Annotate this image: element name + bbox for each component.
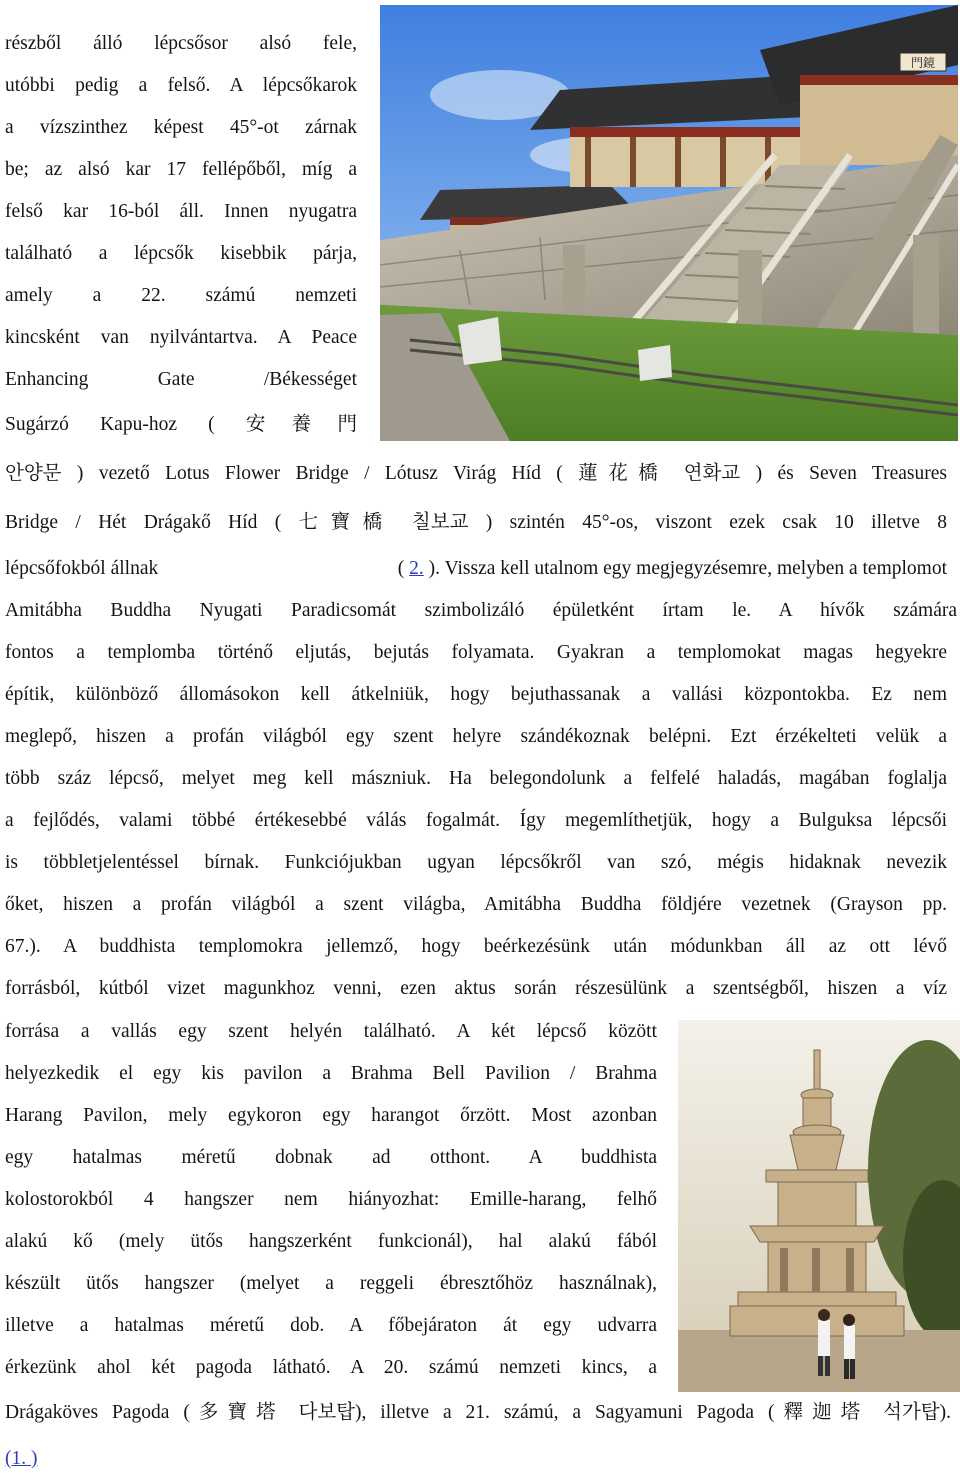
text-line-21: őket, hiszen a profán világból a szent világba, Amitábha Buddha földjére vezetnek (Grayson pp. — [5, 894, 947, 915]
text-line-29: alakú kő (mely ütős hangszerként funkcionál), hal alakú fából — [5, 1231, 657, 1252]
text-line-7: amely a 22. számú nemzeti — [5, 285, 357, 306]
text-line-23: forrásból, kútból vizet magunkhoz venni, ezen aktus során részesülünk a szentségből, hiszen a víz — [5, 978, 947, 999]
text-line-33: Drágaköves Pagoda (多寶塔 다보탑), illetve a 21. számú, a Sagyamuni Pagoda (釋迦塔 석가탑). — [5, 1402, 951, 1423]
text-line-30: készült ütős hangszer (melyet a reggeli ébresztőhöz használnak), — [5, 1273, 657, 1294]
text-line-9: Enhancing Gate /Békességet — [5, 369, 357, 390]
text-line-22: 67.). A buddhista templomokra jellemző, hogy beérkezésünk után módunkban áll az ott lévő — [5, 936, 947, 957]
text-line-4: be; az alsó kar 17 fellépőből, míg a — [5, 159, 357, 180]
text-line-14: Amitábha Buddha Nyugati Paradicsomát szimbolizáló épületként írtam le. A hívők számára — [5, 600, 957, 621]
text-line-11: 안양문 ) vezető Lotus Flower Bridge / Lótusz Virág Híd ( 蓮花橋 연화교 ) és Seven Treasures — [5, 463, 947, 484]
text-line-28: kolostorokból 4 hangszer nem hiányozhat: Emille-harang, felhő — [5, 1189, 657, 1210]
reference-link-1[interactable]: (1. ) — [5, 1448, 38, 1469]
ref-close: ). Vissza kell utalnom egy megjegyzésemre, melyben a templomot — [423, 558, 947, 579]
text-line-27: egy hatalmas méretű dobnak ad otthont. A buddhista — [5, 1147, 657, 1168]
text-line-31: illetve a hatalmas méretű dob. A főbejáraton át egy udvarra — [5, 1315, 657, 1336]
text-line-13-start: lépcsőfokból állnak — [5, 558, 159, 579]
temple-stairs-illustration — [380, 5, 958, 441]
pagoda-photo — [678, 1020, 960, 1392]
text-line-13 — [5, 556, 947, 582]
ref-open: ( — [397, 558, 410, 579]
text-line-13-rest — [398, 556, 947, 582]
text-line-2: utóbbi pedig a felső. A lépcsőkarok — [5, 75, 357, 96]
text-line-15: fontos a templomba történő eljutás, bejutás folyamata. Gyakran a templomokat magas hegyekre — [5, 642, 947, 663]
text-line-10: Sugárzó Kapu-hoz ( 安養門 — [5, 414, 357, 435]
gate-sign: 門鏡 — [910, 56, 936, 70]
text-line-3: a vízszinthez képest 45°-ot zárnak — [5, 117, 357, 138]
text-line-6: található a lépcsők kisebbik párja, — [5, 243, 357, 264]
reference-link-2[interactable]: 2. — [409, 558, 424, 579]
text-line-34 — [5, 1446, 38, 1472]
text-line-16: építik, különböző állomásokon kell átkelniük, hogy bejuthassanak a vallási központokba. Ez nem — [5, 684, 947, 705]
text-line-20: is többletjelentéssel bírnak. Funkciójukban ugyan lépcsőkről van szó, mégis hidaknak nevezik — [5, 852, 947, 873]
text-line-25: helyezkedik el egy kis pavilon a Brahma Bell Pavilion / Brahma — [5, 1063, 657, 1084]
text-line-5: felső kar 16-ból áll. Innen nyugatra — [5, 201, 357, 222]
pagoda-illustration — [678, 1020, 960, 1392]
text-line-24: forrása a vallás egy szent helyén található. A két lépcső között — [5, 1021, 657, 1042]
text-line-1: részből álló lépcsősor alsó fele, — [5, 33, 357, 54]
temple-stairs-photo — [380, 5, 958, 441]
text-line-32: érkezünk ahol két pagoda látható. A 20. számú nemzeti kincs, a — [5, 1357, 657, 1378]
text-line-17: meglepő, hiszen a profán világból egy szent helyre szándékoznak belépni. Ezt érzékelteti velük a — [5, 726, 947, 747]
text-line-19: a fejlődés, valami többé értékesebbé válás fogalmát. Így megemlíthetjük, hogy a Bulguksa lépcsői — [5, 810, 947, 831]
text-line-18: több száz lépcső, melyet meg kell mászniuk. Ha belegondolunk a felfelé haladás, magában foglalja — [5, 768, 947, 789]
text-line-8: kincsként van nyilvántartva. A Peace — [5, 327, 357, 348]
text-line-12: Bridge / Hét Drágakő Híd ( 七寶橋 칠보교 ) szintén 45°-os, viszont ezek csak 10 illetve 8 — [5, 512, 947, 533]
text-line-26: Harang Pavilon, mely egykoron egy harangot őrzött. Most azonban — [5, 1105, 657, 1126]
